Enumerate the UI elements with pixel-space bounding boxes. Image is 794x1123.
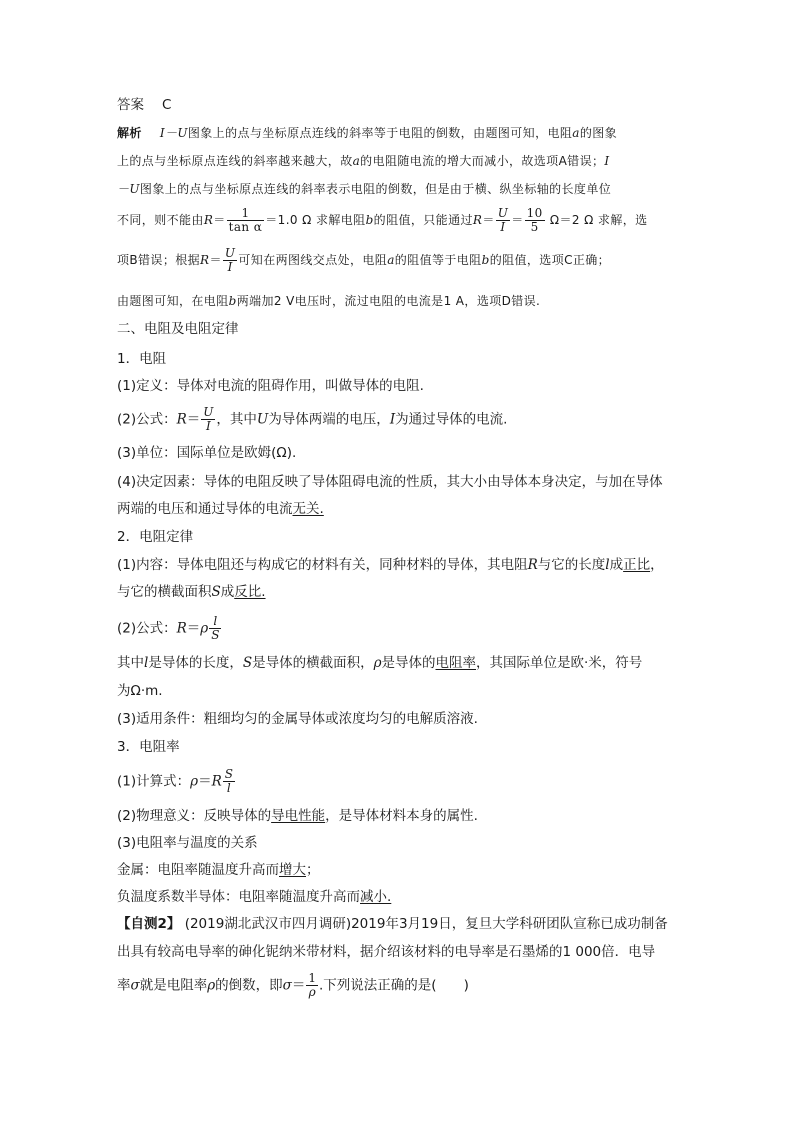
fraction-1-over-rho: $\frac{1}{\rho}$ xyxy=(308,971,317,999)
analysis-line-4: 不同，则不能由R＝ $\frac{1}{\text{tan α}}$ ＝1.0 Ω 求解电阻b的阻值，只能通过R＝ $\frac{U}{I}$ ＝ $\frac{10}{5}$ Ω＝2 Ω 求解，选 xyxy=(117,206,648,234)
self-test-line-3: 率σ就是电阻率ρ的倒数，即σ＝ $\frac{1}{\rho}$ .下列说法正确的是( ) xyxy=(117,971,469,999)
s1-definition: (1)定义：导体对电流的阻碍作用，叫做导体的电阻. xyxy=(117,378,424,394)
s3-metal: 金属：电阻率随温度升高而增大； xyxy=(117,862,320,878)
fraction-1-over-tan: $\frac{1}{\text{tan α}}$ xyxy=(228,206,263,234)
s3-heading: 3．电阻率 xyxy=(117,739,180,755)
s1-factor-line-2: 两端的电压和通过导体的电流无关. xyxy=(117,501,324,517)
s3-semiconductor: 负温度系数半导体：电阻率随温度升高而减小. xyxy=(117,889,392,905)
s2-where-line-1: 其中l是导体的长度，S是导体的横截面积，ρ是导体的电阻率，其国际单位是欧·米，符号 xyxy=(117,655,643,671)
s1-formula: (2)公式：R＝ $\frac{U}{I}$ ，其中U为导体两端的电压，I为通过导体的电流. xyxy=(117,405,508,433)
s1-unit: (3)单位：国际单位是欧姆(Ω). xyxy=(117,445,297,461)
s1-heading: 1．电阻 xyxy=(117,351,167,367)
fraction-u-over-i: $\frac{U}{I}$ xyxy=(497,206,509,234)
analysis-line-6: 由题图可知，在电阻b两端加2 V电压时，流过电阻的电流是1 A，选项D错误. xyxy=(117,294,541,308)
analysis-line-5: 项B错误；根据R＝ $\frac{U}{I}$ 可知在两图线交点处，电阻a的阻值等于电阻b的阻值，选项C正确； xyxy=(117,246,611,274)
analysis-line-3: －U图象上的点与坐标原点连线的斜率表示电阻的倒数，但是由于横、纵坐标轴的长度单位 xyxy=(117,182,612,196)
analysis-label: 解析 xyxy=(117,126,142,140)
self-test-line-2: 出具有较高电导率的砷化铌纳米带材料，据介绍该材料的电导率是石墨烯的1 000倍．电导 xyxy=(117,944,656,960)
s2-content-line-2: 与它的横截面积S成反比. xyxy=(117,584,266,600)
fraction-u-over-i: $\frac{U}{I}$ xyxy=(224,246,236,274)
answer-value: C xyxy=(162,97,172,113)
s2-where-line-2: 为Ω·m. xyxy=(117,683,163,699)
section-heading: 二、电阻及电阻定律 xyxy=(117,321,239,337)
fraction-s-over-l: $\frac{S}{l}$ xyxy=(224,767,233,795)
fraction-u-over-i: $\frac{U}{I}$ xyxy=(203,405,214,433)
s3-meaning: (2)物理意义：反映导体的导电性能，是导体材料本身的属性. xyxy=(117,808,478,824)
self-test-tag: 【自测2】 xyxy=(117,916,181,932)
s3-temperature: (3)电阻率与温度的关系 xyxy=(117,835,258,851)
self-test-line-1: 【自测2】 (2019湖北武汉市四月调研)2019年3月19日，复旦大学科研团队宣称已成功制备 xyxy=(117,916,668,932)
fraction-l-over-s: $\frac{l}{S}$ xyxy=(211,614,220,642)
analysis-line-1: 解析 I－U图象上的点与坐标原点连线的斜率等于电阻的倒数，由题图可知，电阻a的图象 xyxy=(117,126,618,140)
analysis-line-2: 上的点与坐标原点连线的斜率越来越大，故a的电阻随电流的增大而减小，故选项A错误；I xyxy=(117,154,610,168)
answer-line xyxy=(117,95,171,115)
s1-factor-line-1: (4)决定因素：导体的电阻反映了导体阻碍电流的性质，其大小由导体本身决定，与加在导体 xyxy=(117,474,663,490)
s2-content-line-1: (1)内容：导体电阻还与构成它的材料有关，同种材料的导体，其电阻R与它的长度l成正比， xyxy=(117,557,664,573)
answer-label: 答案 xyxy=(117,97,144,113)
s2-heading: 2．电阻定律 xyxy=(117,529,194,545)
fraction-10-over-5: $\frac{10}{5}$ xyxy=(526,206,543,234)
s3-calc: (1)计算式：ρ＝R $\frac{S}{l}$ xyxy=(117,767,233,795)
s2-scope: (3)适用条件：粗细均匀的金属导体或浓度均匀的电解质溶液. xyxy=(117,711,478,727)
s2-formula: (2)公式：R＝ρ $\frac{l}{S}$ xyxy=(117,614,220,642)
